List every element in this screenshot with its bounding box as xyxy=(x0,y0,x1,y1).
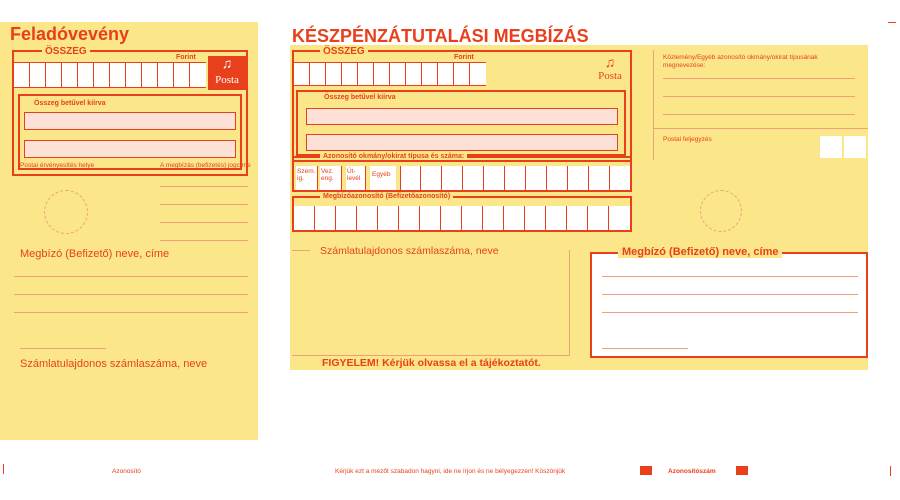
corner-mark-bottom-left xyxy=(3,464,4,474)
id-type-vez[interactable] xyxy=(320,166,342,190)
account-holder-area[interactable] xyxy=(292,250,570,356)
receipt-reason-line-3 xyxy=(160,222,248,223)
receipt-amount-words-frame xyxy=(18,94,242,170)
order-payer-line-1 xyxy=(602,276,858,277)
postal-note-label: Postai feljegyzés xyxy=(663,136,712,143)
order-amount-words-label: Összeg betűvel kiírva xyxy=(324,94,396,101)
warning-text: FIGYELEM! Kérjük olvassa el a tájékoztatót. xyxy=(322,357,541,369)
footer-identifier-number-label: Azonosítószám xyxy=(668,468,716,475)
order-posta-logo-text: Posta xyxy=(598,70,622,82)
posta-logo xyxy=(208,56,246,90)
receipt-reason-line-4 xyxy=(160,240,248,241)
footer-identifier-label: Azonosító xyxy=(112,468,141,475)
receipt-currency-label: Forint xyxy=(176,54,196,61)
order-amount-label: ÖSSZEG xyxy=(320,46,368,57)
receipt-payer-line-3 xyxy=(14,312,248,313)
receipt-reason-line-2 xyxy=(160,204,248,205)
receipt-stamp-circle xyxy=(44,190,88,234)
order-amount-words-line-1[interactable] xyxy=(306,108,618,125)
order-id-doc-frame xyxy=(292,153,632,192)
order-payer-line-4 xyxy=(602,348,688,349)
receipt-account-holder-label: Számlatulajdonos számlaszáma, neve xyxy=(20,358,208,370)
posta-logo-text: Posta xyxy=(215,74,239,86)
transfer-order-title: KÉSZPÉNZÁTUTALÁSI MEGBÍZÁS xyxy=(292,26,589,46)
id-type-utlevel[interactable] xyxy=(346,166,366,190)
receipt-amount-words-line-2[interactable] xyxy=(24,140,236,158)
account-holder-top-line xyxy=(292,250,310,251)
receipt-reason-line-1 xyxy=(160,186,248,187)
account-holder-label: Számlatulajdonos számlaszáma, neve xyxy=(320,245,499,257)
order-amount-digits[interactable] xyxy=(294,62,486,86)
notice-postal-separator xyxy=(653,128,868,129)
order-amount-words-frame xyxy=(296,90,626,156)
id-type-vez-label: Vez. eng. xyxy=(321,168,334,182)
receipt-payer-line-1 xyxy=(14,276,248,277)
postal-note-box-2[interactable] xyxy=(844,136,866,158)
order-id-doc-label: Azonosító okmány/okirat típusa és száma: xyxy=(320,153,467,160)
order-posta-logo xyxy=(592,54,628,86)
footer-marker-square-2 xyxy=(736,466,748,475)
order-payer-label: Megbízó (Befizető) neve, címe xyxy=(618,246,782,258)
order-amount-frame xyxy=(292,46,632,162)
notice-line-3 xyxy=(663,114,855,115)
order-payer-line-3 xyxy=(602,312,858,313)
receipt-amount-label: ÖSSZEG xyxy=(42,46,90,57)
posthorn-icon-outline: ♫ xyxy=(604,54,616,70)
order-stamp-circle xyxy=(700,190,742,232)
id-type-szem[interactable] xyxy=(296,166,318,190)
receipt-panel xyxy=(0,22,258,440)
order-payer-line-2 xyxy=(602,294,858,295)
id-type-egyeb-label: Egyéb xyxy=(372,171,391,178)
id-type-egyeb[interactable] xyxy=(370,166,396,190)
corner-mark-top-right xyxy=(888,22,896,23)
receipt-payment-reason-label: A megbízás (befizetés) jogcíme xyxy=(160,162,251,169)
notice-label: Közlemény/Egyéb azonosító okmány/okirat típusának megnevezése: xyxy=(663,54,818,69)
order-payer-frame xyxy=(590,246,868,358)
payer-id-digits[interactable] xyxy=(294,206,630,230)
receipt-payer-line-2 xyxy=(14,294,248,295)
id-doc-number-digits[interactable] xyxy=(400,166,630,190)
order-payer-id-frame xyxy=(292,193,632,232)
footer-instruction-text: Kérjük ezt a mezőt szabadon hagyni, ide ne írjon és ne bélyegezzen! Köszönjük xyxy=(335,468,566,475)
notice-line-2 xyxy=(663,96,855,97)
receipt-amount-words-label: Összeg betűvel kiírva xyxy=(34,100,106,107)
receipt-title: Feladóvevény xyxy=(10,24,130,44)
receipt-amount-words-line-1[interactable] xyxy=(24,112,236,130)
corner-mark-bottom-right xyxy=(890,466,891,476)
receipt-amount-frame xyxy=(12,46,248,176)
receipt-amount-digits[interactable] xyxy=(14,62,206,88)
id-type-szem-label: Szem. ig. xyxy=(297,168,316,182)
notice-divider-vertical xyxy=(653,50,654,160)
receipt-stamp-place-label: Postai érvényesítés helye xyxy=(20,162,95,169)
postal-note-box-1[interactable] xyxy=(820,136,842,158)
order-amount-words-line-2[interactable] xyxy=(306,134,618,151)
id-type-utlevel-label: Út-levél xyxy=(347,168,361,182)
order-payer-id-label: Megbízóazonosító (Befizetőazonosító) xyxy=(320,193,453,200)
notice-line-1 xyxy=(663,78,855,79)
footer-marker-square-1 xyxy=(640,466,652,475)
order-currency-label: Forint xyxy=(454,54,474,61)
receipt-account-short-line xyxy=(20,348,106,349)
receipt-payer-label: Megbízó (Befizető) neve, címe xyxy=(20,248,170,260)
posthorn-icon: ♫ xyxy=(221,57,233,72)
